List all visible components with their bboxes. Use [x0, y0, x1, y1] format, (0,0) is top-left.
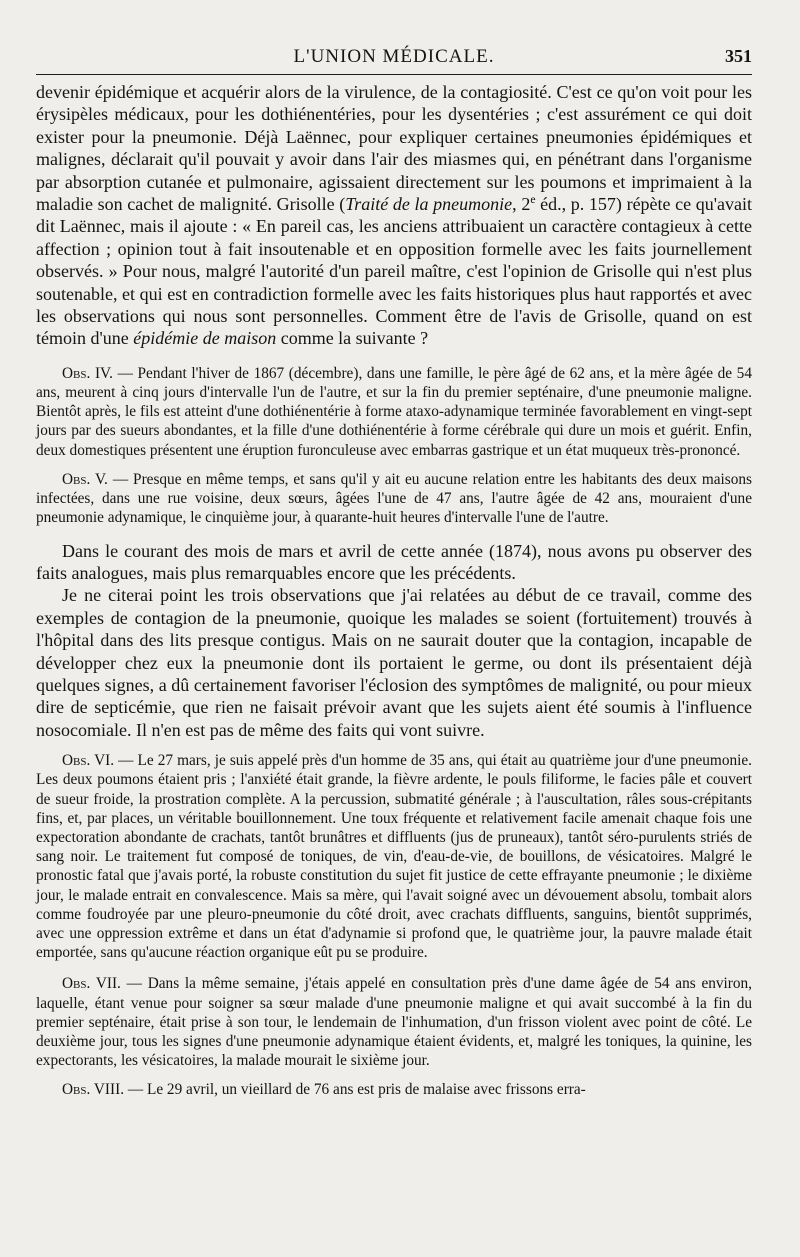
paragraph-hospital-contagion: Je ne citerai point les trois observations que j'ai relatées au début de ce travail, comme des exemples de contagion de la pneumonie, quoique les malades se soient (fortuitement) trouvés à l'hôpital dans des lits presque contigus. Mais on ne saurait douter que la contagion, incapable de développer chez eux la pneumonie dont ils portaient le germe, ou dont ils présentaient déjà quelques signes, a dû certainement favoriser l'éclosion des symptômes de malignité, ou pour mieux dire de septicémie, que rien ne faisait prévoir avant que les sujets aient été soumis à l'influence nosocomiale. Il n'en est pas de même des faits qui vont suivre.	[36, 585, 752, 740]
observation-7	[36, 974, 752, 1070]
observation-6	[36, 751, 752, 962]
page-number: 351	[725, 46, 752, 66]
observation-5	[36, 470, 752, 528]
paragraph-text: devenir épidémique et acquérir alors de la virulence, de la contagiosité. C'est ce qu'on voit pour les érysipèles médicaux, pour les dothiénentéries, pour les dysentéries ; c'est assurément ce qui doit exister pour la pneumonie. Déjà Laënnec, pour expliquer certaines pneumonies épidémiques et malignes, déclarait qu'il pouvait y avoir dans l'air des miasmes qui, en pénétrant dans l'organisme par absorption cutanée et pulmonaire, agissaient directement sur les poumons et imprimaient à la maladie son cachet de malignité. Grisolle (	[36, 82, 752, 215]
observation-text: — Le 29 avril, un vieillard de 76 ans est pris de malaise avec frissons erra-	[124, 1081, 586, 1099]
emphasis-text: épidémie de maison	[133, 328, 277, 349]
observation-text: — Pendant l'hiver de 1867 (décembre), dans une famille, le père âgé de 62 ans, et la mère âgée de 54 ans, meurent à cinq jours d'intervalle l'un de l'autre, et sur la fin du premier septénaire, d'une pneumonie maligne. Bientôt après, le fils est atteint d'une dothiénentérie à forme ataxo-adynamique terminée favorablement en vingt-sept jours par des sueurs abondantes, et la fille d'une dothiénentérie à forme cérébrale qui dure un mois et guérit. Enfin, deux domestiques présentent une éruption furonculeuse avec embarras gastrique et un état muqueux très-prononcé.	[36, 364, 752, 459]
observation-4	[36, 364, 752, 460]
running-header	[36, 0, 752, 75]
observation-text: — Le 27 mars, je suis appelé près d'un homme de 35 ans, qui était au quatrième jour d'une pneumonie. Les deux poumons étaient pris ; l'anxiété était grande, la fièvre ardente, le pouls filiforme, le facies pâle et couvert de sueur froide, la prostration complète. A la percussion, submatité générale ; à l'auscultation, râles sous-crépitants fins, et, par places, un véritable bouillonnement. Une toux fréquente et relativement facile amenait chaque fois une expectoration abondante de crachats, tantôt brunâtres et diffluents (jus de pruneaux), tantôt séro-purulents striés de sang noir. Le traitement fut composé de toniques, de vin, d'eau-de-vie, de bouillons, de vésicatoires. Malgré le pronostic fatal que j'avais porté, la robuste constitution du sujet fit justice de cette effrayante pneumonie ; le dixième jour, le malade entrait en convalescence. Mais sa mère, qui l'avait soigné avec un dévouement absolu, tombait alors comme foudroyée par une pleuro-pneumonie du côté droit, avec crachats diffluents, sanguins, bientôt supprimés, avec une oppression extrême et dans un état d'adynamie si profond que, le quatrième jour, la pauvre malade était emportée, sans qu'aucune réaction organique eût pu se produire.	[36, 752, 752, 962]
observation-text: — Presque en même temps, et sans qu'il y ait eu aucune relation entre les habitants des deux maisons infectées, dans une rue voisine, deux sœurs, âgées l'une de 47 ans, l'autre âgée de 42 ans, mouraient d'une pneumonie adynamique, le cinquième jour, à quarante-huit heures d'intervalle l'une de l'autre.	[36, 470, 752, 527]
observation-text: — Dans la même semaine, j'étais appelé en consultation près d'une dame âgée de 54 ans environ, laquelle, étant venue pour soigner sa sœur malade d'une pneumonie maligne et qui avait succombé à la fin du premier septénaire, était prise à son tour, le lendemain de l'inhumation, d'un frisson violent avec point de côté. Le deuxième jour, tous les signes d'une pneumonie adynamique étaient évidents, et, malgré les toniques, la quinine, les expectorants, les vésicatoires, la malade mourait le sixième jour.	[36, 975, 752, 1070]
journal-title: L'UNION MÉDICALE.	[293, 46, 495, 67]
observation-label: Obs. V.	[62, 470, 108, 488]
observation-8	[36, 1080, 752, 1099]
paragraph-contagion-argument	[36, 81, 752, 350]
paragraph-text: , 2	[512, 194, 531, 215]
observation-label: Obs. VIII.	[62, 1081, 125, 1099]
paragraph-text: éd., p. 157) répète ce qu'avait dit Laënnec, mais il ajoute : « En pareil cas, les anciens attribuaient un caractère contagieux à cette affection ; opinion tout à fait insoutenable et en opposition formelle avec les faits journellement observés. » Pour nous, malgré l'autorité d'un pareil maître, c'est l'opinion de Grisolle qui n'est plus soutenable, et qui est en contradiction formelle avec les faits historiques plus haut rapportés et avec les observations qui nous sont personnelles. Comment être de l'avis de Grisolle, quand on est témoin d'une	[36, 194, 753, 349]
book-title: Traité de la pneumonie	[345, 194, 513, 215]
observation-label: Obs. IV.	[62, 364, 113, 382]
paragraph-analogous-facts: Dans le courant des mois de mars et avril de cette année (1874), nous avons pu observer des faits analogues, mais plus remarquables encore que les précédents.	[36, 540, 752, 583]
body-text	[36, 75, 752, 1100]
paragraph-text: comme la suivante ?	[276, 328, 429, 349]
edition-superscript: e	[530, 193, 536, 207]
observation-label: Obs. VII.	[62, 975, 121, 993]
observation-label: Obs. VI.	[62, 752, 115, 770]
